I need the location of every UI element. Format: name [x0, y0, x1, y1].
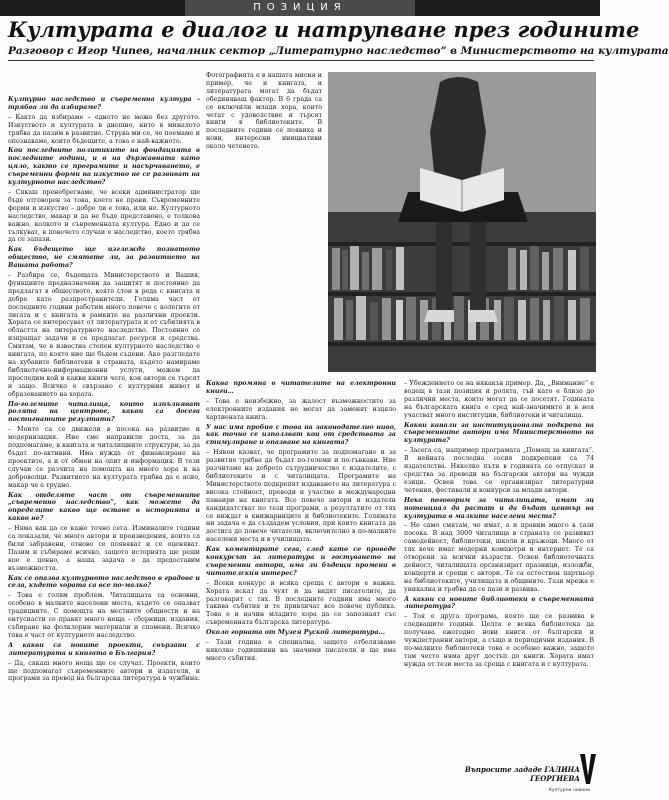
- interview-answer: – Тази година е специална, защото отбелязваме няколко годишнини на значими писатели и ще има много събития.: [206, 639, 396, 662]
- footer-text: Културни новини: [548, 788, 590, 793]
- interview-answer: – Убеждението се на някакъв пример. Да, „Внимание” е водещ в тази позиция и ролята, тъй като е близо до различни места, които могат да се посетят. Годината на българската книга е сред най-значимите и в нея участват много институции, библиотеки и читалища.: [404, 380, 594, 419]
- interviewer-credit: Въпросите зададе ГАЛИНА ГЕОРГИЕВА: [464, 765, 580, 783]
- interview-question: Културно наследство и съвременна култура – трябва ли да избираме?: [8, 96, 200, 111]
- headline: Културата е диалог и натрупване през годините: [8, 17, 640, 42]
- interview-question: Нека поговорим за читалищата, имат ли потенциал да растат и да бъдат център на културата в малките населени места?: [404, 496, 594, 520]
- article-column-4: [404, 380, 594, 762]
- interview-question: У нас има пробив с това на законодателно ниво, как точно се използват кои от средствата за стимулиране и опазване на книгата?: [206, 423, 396, 447]
- interview-question: Какви канали за институционална подкрепа на съвременните автори има Министерството на културата?: [404, 421, 594, 445]
- divider: [8, 60, 594, 61]
- interview-answer: – Разбира се, бъдещата Министерството и Вашия, функциите предназначени да защитят и постоянно да предлагат в обществото, която стои в реда с книгата и добре като разпространители. Голяма част от последните години работим много повече с колегите от лигата и с книгата в рамките на различни проекти. Хората се интересуват от литературата и от събитията в областта на литературното наследство. Постоянно се изпращат задачи и се предлагат ресурси и средства. Смятам, че в известна степен културното наследство е книгата, по която ние ще бъдем съдени. Ако разгледате на хубавите библиотеки в страната, където намираме библиотечно-информационни услуги, можем да проследим кой и какви книги чете, кои автори се търсят и защо. Всичко е свързано с културния живот и образованието на хората.: [8, 272, 200, 398]
- interview-answer: – Всеки конкурс и всяка среща с автори е важна. Хората искат да чуят и да видят писателите, да разговарят с тях. В последните години има много такива събития и те привличат все повече публика. Това е и начин младите хора да се запознаят със съвременната българска литература.: [206, 579, 396, 627]
- interview-question: Каква промяна в читателите на електронни книги…: [206, 380, 396, 395]
- photo-reader-on-bookshelf: [328, 72, 596, 372]
- interview-question: По-големите читалища, които изпълняват ролята на центрове, какви са досега постигнатите резултати?: [8, 400, 200, 424]
- subheadline: Разговор с Игор Чипев, началник сектор „Литературно наследство” в Министерството на културата: [8, 45, 669, 57]
- interview-answer: – Както да избираме – едното не може без другото. Изкуството и културата в днешно, нито в миналото трябва да пазим в развитие. Струва ми се, че поемаме и опознаваме, които бъдещите, а това е най-важното.: [8, 113, 200, 145]
- interview-answer: – Това е голям проблем. Читалищата са основни, особено в малките населени места, където се опазват традициите. С помощта на местните общности и на ентусиасти се правят много неща – сборници, издания, събиране на фолклорни материали и спомени. Всичко това е част от културното наследство.: [8, 592, 200, 639]
- article-photo: [328, 72, 596, 372]
- interview-answer: – Това е неизбежно, за жалост възможностите за електронните издания не могат да заменят изцяло хартиената книга.: [206, 397, 396, 421]
- interview-question: А какви са новите проекти, свързани с литературата и книгата в България?: [8, 641, 200, 657]
- section-label: ПОЗИЦИЯ: [185, 0, 415, 16]
- interview-question: Как се опазва културното наследство в градове и села, където хората са все по-малко?: [8, 574, 200, 590]
- interview-answer: – Не само смятам, че имат, а и правим много в тази посока. В над 3000 читалища в страната се развиват самодейност, библиотеки, школи и кръжоци. Много от тях вече имат модерни компютри и интернет. Те са отворени за всички възрасти. Освен библиотечната дейност, читалищата организират празници, изложби, концерти и срещи с автори. Те са естествен партньор на библиотеките, училищата и общините. Тази мрежа е уникална и трябва да се пази и развива.: [404, 522, 594, 593]
- interview-question: Как отделяте част от съвременните „съвременно наследство”, как можете да определите какво ще остане в историята и какво не?: [8, 491, 200, 523]
- interview-question: А какви са новите библиотеки в съвременната литература?: [404, 595, 594, 611]
- interview-question: Как бъдещето ще изглежда познатото общество, не смятате ли, за развитието на Вашата работа?: [8, 246, 200, 270]
- interview-answer: – Сякаш пренебрегваме, че всеки администратор ще бъде отговорен за това, което не прави. Съвременните форми и изкуство – добре ли е това, или не. Културното наследство, макар и да не бъде представено, е толкова важно, колкото и съвременната култура. Едно и да се тълкуват, в повечето случаи е наследство, което трябва да се запази.: [8, 188, 200, 244]
- interview-answer: – Някои казват, че програмите за подпомагане и за развитие трябва да бъдат по-големи и по-гъвкави. Ние разчитаме на доброто сътрудничество с издателите, с библиотеките и с читалищата. Програмите на Министерството подкрепят издаването на литература с висока стойност, преводи и участие в международни панаири на книгата. Все повече автори и издатели кандидатстват по тези програми, а резултатите от тях се виждат в книжарниците и библиотеките. Голямата ни задача е да създадем условия, при които книгата да достига до повече читатели, включително в по-малките населени места и в училищата.: [206, 449, 396, 544]
- interview-answer: – Тоя е друга програма, която ще се развива в следващите години. Целта е всяка библиотека да получава ежегодно нови книги от български и чуждестранни автори, а също и периодични издания. В по-малките библиотеки това е особено важно, защото там често няма друг достъп до книги. Хората имат нужда от тези места за среща с книгата и с културата.: [404, 613, 594, 668]
- article-column-2: [206, 72, 322, 382]
- article-column-3: [206, 380, 396, 792]
- interview-answer: – Засега са, например програмата „Помощ за книгата”. В нейната последна сесия подкрепени са 74 издателства. Няколко пъти в годината се отпускат и средства за преводи на български автори на чужди езици. Освен това се организират литературни четения, фестивали и конкурси за млади автори.: [404, 447, 594, 494]
- interview-answer: – Моите са се движели в посока на развитие и модернизация. Ние сме направили доста, за да подпомагаме, в книгата и читалищните структури, за да бъдат по-активни. Има нужда от финансиране на проектите, а и от обмен на опит и информация. В тези случаи се разчита на помощта на много хора и на доброволци. Развитието на културата трябва да е ясно, макар че е трудно.: [8, 426, 200, 489]
- interview-answer: – Да, сякаш много неща ще се случат. Проекти, които ще подпомагат съвременните автори и издатели, и програми за превод на българска литература в чужбина.: [8, 659, 200, 683]
- interview-question: Кои последните политиките на фондацията в последните години, и в на държавната като цяло, както се програмите и насърчаването, е съвременни форми на изкуство не се развиват на културното наследство?: [8, 147, 200, 187]
- interview-answer: – Няма как да се каже точно сега. Изминалите години са показали, че много автори и произведения, които са били забравени, отново се появяват и се оценяват. Пазим и събираме всичко, защото историята ще реши кое е ценно, а наша задача е да предоставим възможността.: [8, 525, 200, 572]
- interview-question: Как коментирате сега, след като се проведе конкурсът за литература и гостуването на съвременни автори, има ли бъдещи промени в читателския интерес?: [206, 546, 396, 577]
- interview-question: Около горната от Музея Руской литература...: [206, 629, 386, 637]
- interview-answer: Фотографията е в нашата мисия и пример, че и книгата, и литературата могат да бъдат обединяващ фактор. В 6 града са се включили млади хора, които четат с удоволствие и търсят книги в библиотеките. В последните години се появиха и нови, интересни инициативи около четенето.: [206, 72, 322, 151]
- publication-logo-mark: [579, 752, 597, 786]
- article-column-1: [8, 96, 200, 792]
- section-banner: [0, 0, 600, 16]
